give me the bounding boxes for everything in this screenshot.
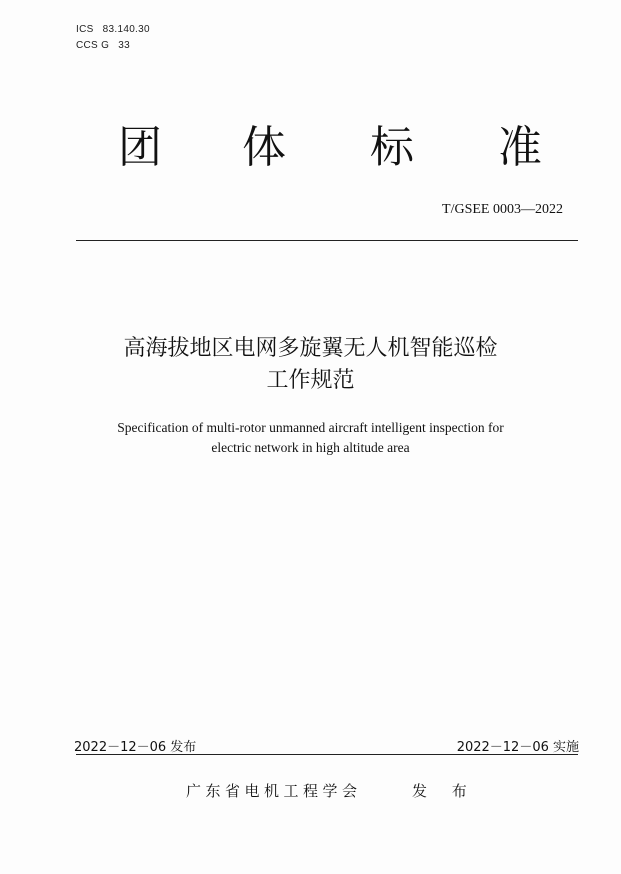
- document-type-heading: [100, 118, 560, 178]
- publish-date: 2022－12－06 发布: [74, 740, 197, 755]
- title-en-line-1: Specification of multi-rotor unmanned aircraft intelligent inspection for: [117, 420, 504, 435]
- top-divider: [76, 240, 578, 241]
- doc-type-char-2: 体: [242, 122, 286, 173]
- title-zh-line-1: 高海拔地区电网多旋翼无人机智能巡检: [123, 336, 498, 361]
- implement-date: 2022－12－06 实施: [456, 740, 579, 755]
- doc-type-char-1: 团: [118, 122, 162, 173]
- ics-label: ICS: [76, 24, 94, 35]
- title-en-line-2: electric network in high altitude area: [211, 440, 410, 455]
- ccs-code: 33: [118, 40, 130, 51]
- bottom-divider: [76, 754, 578, 755]
- ics-code: 83.140.30: [102, 24, 150, 35]
- issuing-organization: 广东省电机工程学会: [186, 782, 362, 800]
- issue-label: 发 布: [412, 782, 477, 800]
- ccs-label: CCS G: [76, 40, 110, 51]
- ics-classification: [76, 24, 150, 35]
- standard-number: T/GSEE 0003—2022: [442, 202, 563, 217]
- doc-type-char-4: 准: [498, 122, 542, 173]
- title-zh-line-2: 工作规范: [266, 368, 355, 393]
- ccs-classification: [76, 40, 130, 51]
- doc-type-char-3: 标: [370, 122, 414, 173]
